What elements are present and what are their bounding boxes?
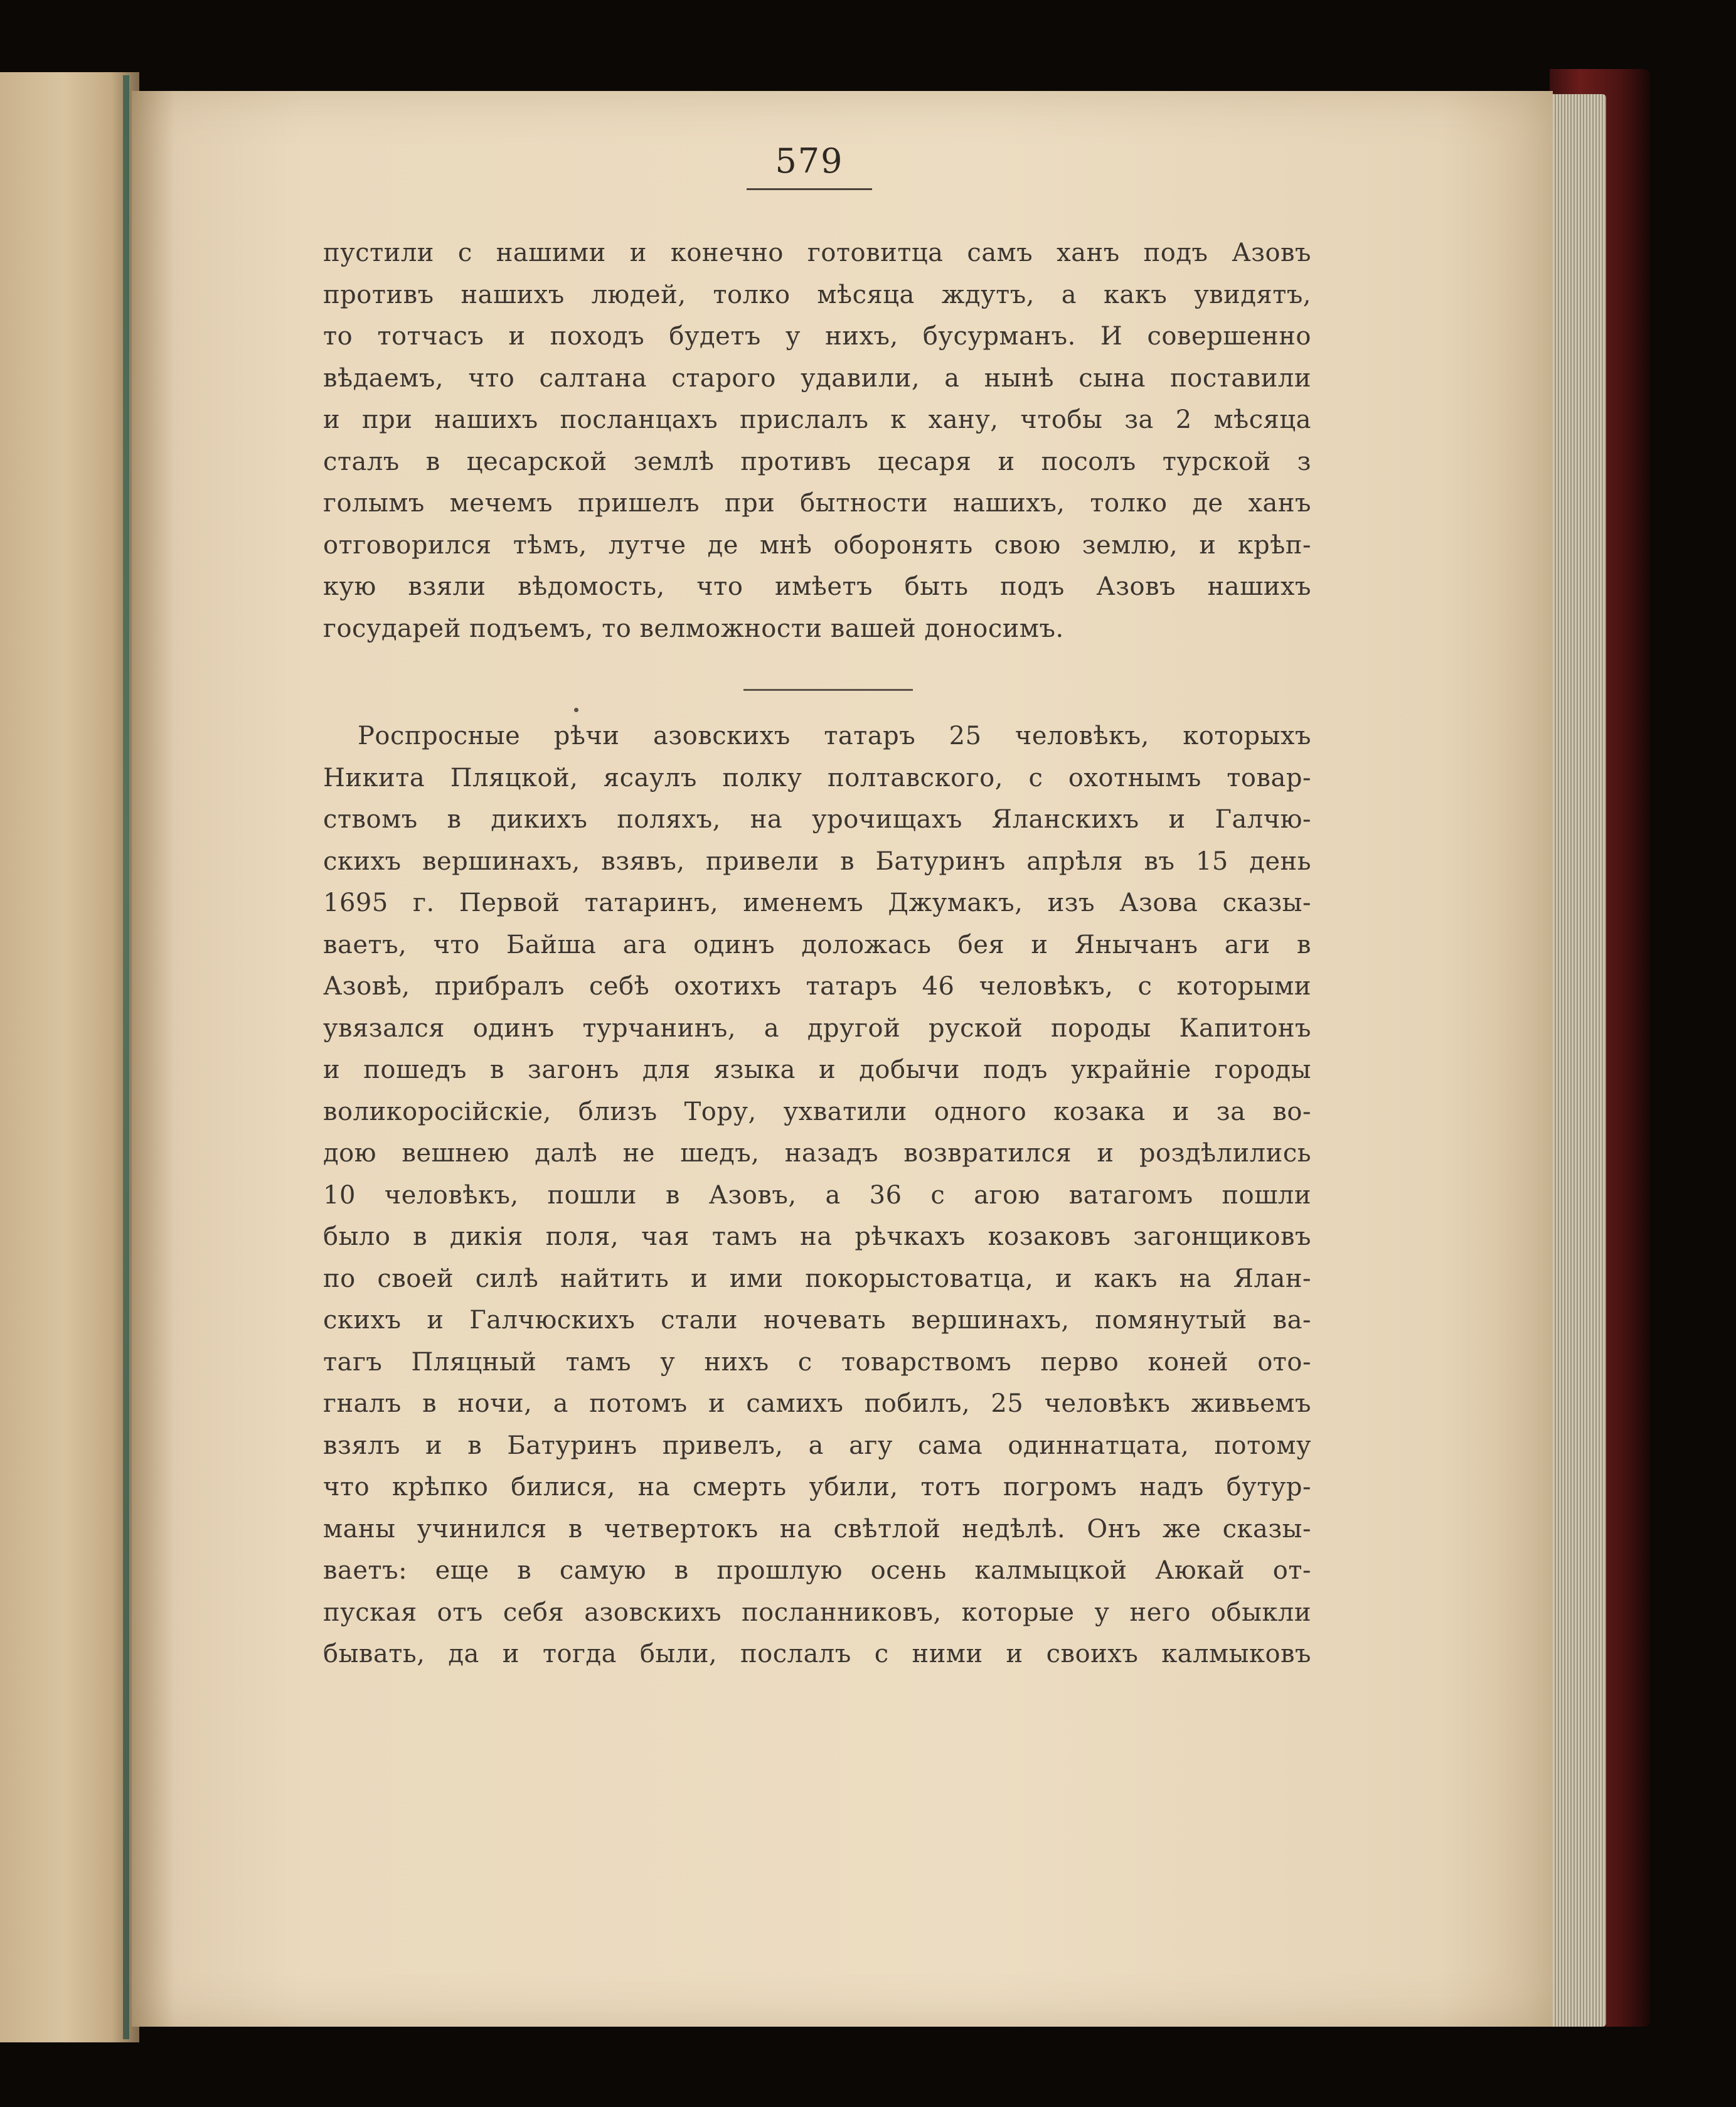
text-line: маны учинился в четвертокъ на свѣтлой недѣлѣ. Онъ же сказы- bbox=[323, 1514, 1311, 1544]
text-line: дою вешнею далѣ не шедъ, назадъ возвратился и роздѣлились bbox=[323, 1139, 1311, 1168]
text-line: бывать, да и тогда были, послалъ с ними и своихъ калмыковъ bbox=[323, 1640, 1311, 1668]
ink-speck bbox=[574, 708, 578, 712]
text-line: Роспросные рѣчи азовскихъ татаръ 25 человѣкъ, которыхъ bbox=[358, 722, 1311, 750]
text-line: ваетъ, что Байша ага одинъ доложась бея и Янычанъ аги в bbox=[323, 930, 1311, 959]
paragraph-2 bbox=[323, 715, 1311, 1675]
text-line: голымъ мечемъ пришелъ при бытности нашихъ, толко де ханъ bbox=[323, 489, 1311, 518]
text-line: кую взяли вѣдомость, что имѣетъ быть подъ Азовъ нашихъ bbox=[323, 572, 1311, 601]
text-line: противъ нашихъ людей, толко мѣсяца ждутъ, а какъ увидятъ, bbox=[323, 280, 1311, 309]
text-line: и при нашихъ посланцахъ прислалъ к хану, чтобы за 2 мѣсяца bbox=[323, 405, 1311, 434]
text-line: 10 человѣкъ, пошли в Азовъ, а 36 с агою ватагомъ пошли bbox=[323, 1180, 1311, 1210]
text-line: что крѣпко билися, на смерть убили, тотъ погромъ надъ бутур- bbox=[323, 1473, 1311, 1502]
text-line: пуская отъ себя азовскихъ посланниковъ, которые у него обыкли bbox=[323, 1598, 1311, 1627]
text-line: ваетъ: еще в самую в прошлую осень калмыцкой Аюкай от- bbox=[323, 1556, 1311, 1585]
text-line: увязался одинъ турчанинъ, а другой руской породы Капитонъ bbox=[323, 1013, 1311, 1043]
text-line: воликоросiйскiе, близъ Тору, ухватили одного козака и за во- bbox=[323, 1097, 1311, 1126]
text-line: скихъ и Галчюскихъ стали ночевать вершинахъ, помянутый ва- bbox=[323, 1306, 1311, 1335]
text-line: тагъ Пляцный тамъ у нихъ с товарствомъ перво коней ото- bbox=[323, 1347, 1311, 1377]
text-line: по своей силѣ найтить и ими покорыстоватца, и какъ на Ялан- bbox=[323, 1264, 1311, 1293]
text-line: государей подъемъ, то велможности вашей доносимъ. bbox=[323, 614, 1064, 643]
text-line: то тотчасъ и походъ будетъ у нихъ, бусурманъ. И совершенно bbox=[323, 322, 1311, 351]
text-line: Никита Пляцкой, ясаулъ полку полтавского, с охотнымъ товар- bbox=[323, 763, 1311, 792]
text-line: Азовѣ, прибралъ себѣ охотихъ татаръ 46 человѣкъ, с которыми bbox=[323, 972, 1311, 1001]
page-number-rule bbox=[747, 188, 872, 190]
page-number: 579 bbox=[775, 141, 844, 181]
section-divider bbox=[743, 689, 913, 691]
text-line: было в дикiя поля, чая тамъ на рѣчкахъ козаковъ загонщиковъ bbox=[323, 1222, 1311, 1251]
left-facing-page bbox=[0, 72, 139, 2042]
text-line: ствомъ в дикихъ поляхъ, на урочищахъ Яланскихъ и Галчю- bbox=[323, 805, 1311, 834]
paragraph-1 bbox=[323, 232, 1311, 649]
text-line: 1695 г. Первой татаринъ, именемъ Джумакъ, изъ Азова сказы- bbox=[323, 888, 1311, 917]
text-line: отговорился тѣмъ, лутче де мнѣ оборонять свою землю, и крѣп- bbox=[323, 530, 1311, 560]
text-line: взялъ и в Батуринъ привелъ, а агу сама одиннатцата, потому bbox=[323, 1431, 1311, 1460]
left-page-edge bbox=[123, 75, 129, 2039]
text-line: вѣдаемъ, что салтана старого удавили, а нынѣ сына поставили bbox=[323, 363, 1311, 393]
text-line: скихъ вершинахъ, взявъ, привели в Батуринъ апрѣля въ 15 день bbox=[323, 846, 1311, 876]
text-line: и пошедъ в загонъ для языка и добычи подъ украйнiе городы bbox=[323, 1055, 1311, 1084]
text-line: гналъ в ночи, а потомъ и самихъ побилъ, 25 человѣкъ живьемъ bbox=[323, 1389, 1311, 1418]
text-line: пустили с нашими и конечно готовитца самъ ханъ подъ Азовъ bbox=[323, 238, 1311, 267]
text-line: сталъ в цесарской землѣ противъ цесаря и посолъ турской з bbox=[323, 447, 1311, 476]
